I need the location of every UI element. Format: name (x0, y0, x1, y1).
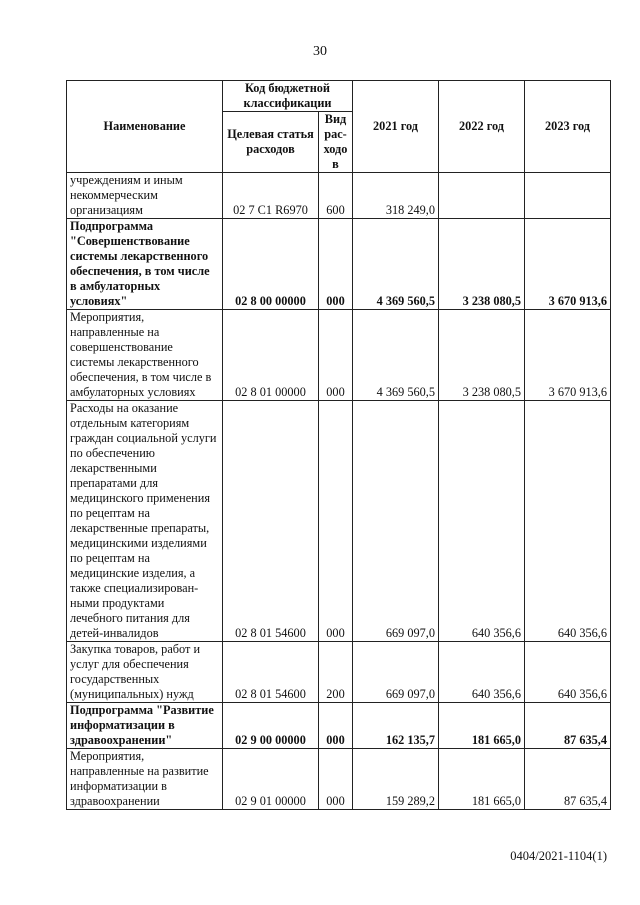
table-row (67, 703, 611, 749)
document-code: 0404/2021-1104(1) (510, 849, 607, 863)
cell-target-code: 02 7 C1 R6970 (223, 173, 319, 219)
table-header (67, 81, 611, 173)
header-budget-code: Код бюджетной классификации (223, 81, 353, 112)
cell-2022: 640 356,6 (439, 642, 525, 703)
cell-name: Закупка товаров, работ и услуг для обеспечения государственных (муниципальных) нужд (67, 642, 223, 703)
cell-target-code: 02 9 00 00000 (223, 703, 319, 749)
cell-2023: 640 356,6 (525, 642, 611, 703)
header-name: Наименование (67, 81, 223, 173)
cell-target-code: 02 8 00 00000 (223, 219, 319, 310)
cell-2021: 162 135,7 (353, 703, 439, 749)
cell-2023: 3 670 913,6 (525, 219, 611, 310)
cell-2021: 318 249,0 (353, 173, 439, 219)
cell-expense-kind: 000 (319, 310, 353, 401)
header-2023: 2023 год (525, 81, 611, 173)
cell-target-code: 02 9 01 00000 (223, 749, 319, 810)
cell-name: Подпрограмма "Совершенствование системы лекарственного обеспечения, в том числе в амбулаторных условиях" (67, 219, 223, 310)
cell-2021: 669 097,0 (353, 401, 439, 642)
cell-name: учреждениям и иным некоммерческим организациям (67, 173, 223, 219)
budget-table (66, 80, 611, 810)
cell-target-code: 02 8 01 00000 (223, 310, 319, 401)
cell-2023: 87 635,4 (525, 703, 611, 749)
header-2022: 2022 год (439, 81, 525, 173)
cell-2022: 3 238 080,5 (439, 310, 525, 401)
cell-expense-kind: 600 (319, 173, 353, 219)
cell-2021: 159 289,2 (353, 749, 439, 810)
header-target: Целевая статья расходов (223, 112, 319, 173)
cell-name: Подпрограмма "Развитие информатизации в здравоохранении" (67, 703, 223, 749)
cell-target-code: 02 8 01 54600 (223, 401, 319, 642)
table-row (67, 642, 611, 703)
cell-2022: 181 665,0 (439, 703, 525, 749)
table-row (67, 310, 611, 401)
page-number: 30 (313, 44, 327, 59)
table-row (67, 173, 611, 219)
cell-2022: 181 665,0 (439, 749, 525, 810)
cell-2021: 669 097,0 (353, 642, 439, 703)
cell-expense-kind: 200 (319, 642, 353, 703)
cell-name: Мероприятия, направленные на развитие информатизации в здравоохранении (67, 749, 223, 810)
cell-2023: 3 670 913,6 (525, 310, 611, 401)
cell-target-code: 02 8 01 54600 (223, 642, 319, 703)
table-row (67, 219, 611, 310)
cell-expense-kind: 000 (319, 749, 353, 810)
cell-2023: 87 635,4 (525, 749, 611, 810)
header-kind: Вид рас-ходов (319, 112, 353, 173)
header-2021: 2021 год (353, 81, 439, 173)
cell-2023: 640 356,6 (525, 401, 611, 642)
cell-2021: 4 369 560,5 (353, 310, 439, 401)
cell-2022: 3 238 080,5 (439, 219, 525, 310)
table-body (67, 173, 611, 810)
cell-expense-kind: 000 (319, 401, 353, 642)
table-row (67, 749, 611, 810)
cell-expense-kind: 000 (319, 219, 353, 310)
cell-name: Расходы на оказание отдельным категориям граждан социальной услуги по обеспечению лекарственными препаратами для медицинского применения по рецептам на лекарственные препараты, медицинскими изделиями по рецептам на медицинские изделия, а также специализирован-ными продуктами лечебного питания для детей-инвалидов (67, 401, 223, 642)
cell-2022: 640 356,6 (439, 401, 525, 642)
table-row (67, 401, 611, 642)
cell-name: Мероприятия, направленные на совершенствование системы лекарственного обеспечения, в том числе в амбулаторных условиях (67, 310, 223, 401)
cell-2022 (439, 173, 525, 219)
cell-2023 (525, 173, 611, 219)
cell-2021: 4 369 560,5 (353, 219, 439, 310)
cell-expense-kind: 000 (319, 703, 353, 749)
